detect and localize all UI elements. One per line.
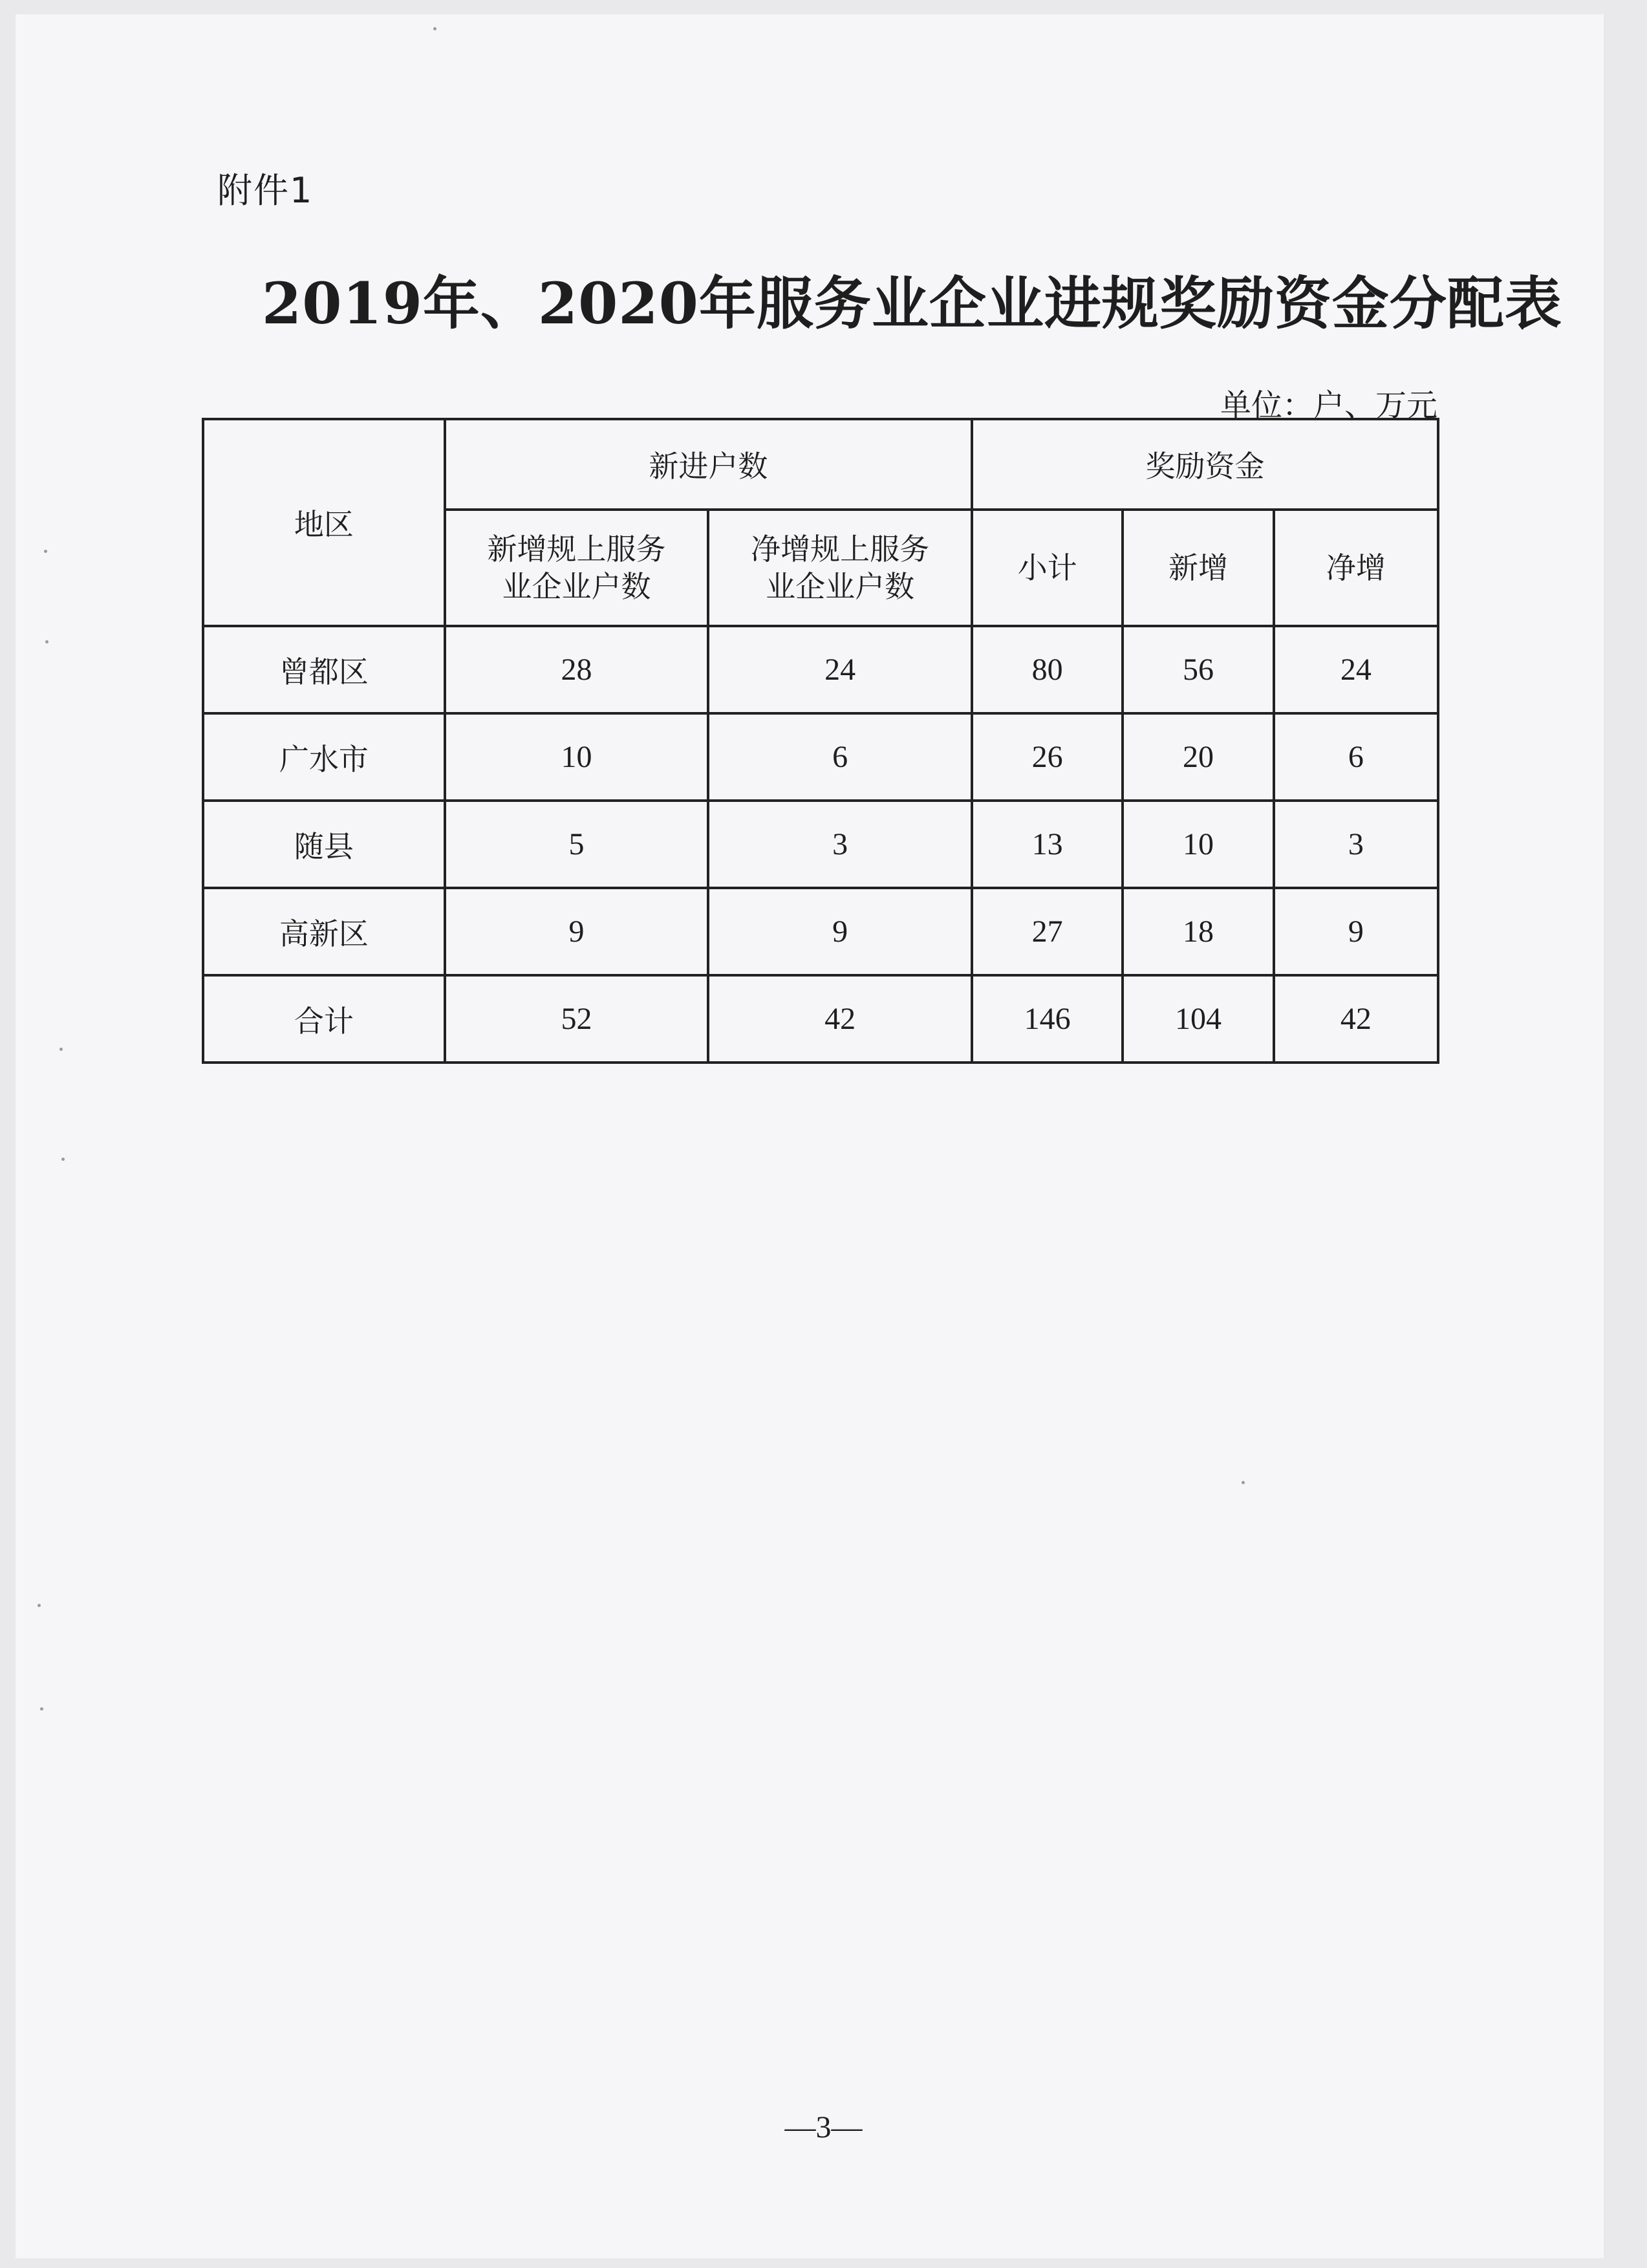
- cell-net-added: 24: [1274, 626, 1438, 713]
- attachment-label: 附件1: [217, 170, 314, 211]
- cell-subtotal: 27: [972, 888, 1123, 975]
- scan-speck: [38, 1604, 41, 1607]
- table-row: [203, 713, 1438, 801]
- cell-region: 曾都区: [203, 626, 445, 713]
- scan-speck: [1242, 1481, 1245, 1484]
- header-net-added: 净增: [1274, 510, 1438, 626]
- cell-net-added-count: 42: [708, 975, 972, 1063]
- cell-region: 广水市: [203, 713, 445, 801]
- scan-speck: [40, 1707, 43, 1711]
- header-new-entries: 新进户数: [445, 419, 972, 510]
- cell-region: 合计: [203, 975, 445, 1063]
- cell-new-added-count: 5: [445, 801, 709, 888]
- cell-new-added: 18: [1123, 888, 1273, 975]
- header-net-added-count: [708, 510, 972, 626]
- allocation-table: [202, 418, 1439, 1064]
- table-row: [203, 626, 1438, 713]
- page-number: —3—: [784, 2110, 863, 2144]
- header-net-added-count-text: 净增规上服务业企业户数: [751, 532, 930, 604]
- cell-new-added: 10: [1123, 801, 1273, 888]
- table-row: [203, 888, 1438, 975]
- header-subtotal: 小计: [972, 510, 1123, 626]
- document-page: [16, 14, 1604, 2258]
- cell-new-added: 20: [1123, 713, 1273, 801]
- cell-new-added: 56: [1123, 626, 1273, 713]
- cell-net-added: 6: [1274, 713, 1438, 801]
- cell-net-added-count: 9: [708, 888, 972, 975]
- header-new-added-count: [445, 510, 709, 626]
- cell-net-added: 9: [1274, 888, 1438, 975]
- cell-net-added-count: 3: [708, 801, 972, 888]
- cell-region: 随县: [203, 801, 445, 888]
- cell-net-added: 42: [1274, 975, 1438, 1063]
- cell-new-added: 104: [1123, 975, 1273, 1063]
- cell-new-added-count: 9: [445, 888, 709, 975]
- scan-speck: [61, 1158, 65, 1161]
- cell-new-added-count: 52: [445, 975, 709, 1063]
- header-row-top: [203, 419, 1438, 510]
- cell-net-added-count: 24: [708, 626, 972, 713]
- header-reward-funds: 奖励资金: [972, 419, 1438, 510]
- header-new-added: 新增: [1123, 510, 1273, 626]
- table-row: [203, 801, 1438, 888]
- table-row-total: [203, 975, 1438, 1063]
- cell-subtotal: 26: [972, 713, 1123, 801]
- scan-speck: [433, 27, 436, 30]
- cell-net-added: 3: [1274, 801, 1438, 888]
- cell-region: 高新区: [203, 888, 445, 975]
- unit-label: 单位：户、万元: [1220, 387, 1437, 424]
- document-title: 2019年、2020年服务业企业进规奖励资金分配表: [262, 270, 1562, 337]
- scan-speck: [45, 640, 48, 643]
- scan-speck: [44, 550, 47, 553]
- cell-new-added-count: 28: [445, 626, 709, 713]
- cell-subtotal: 13: [972, 801, 1123, 888]
- cell-new-added-count: 10: [445, 713, 709, 801]
- header-new-added-count-text: 新增规上服务业企业户数: [487, 532, 666, 604]
- scan-speck: [59, 1048, 63, 1051]
- cell-subtotal: 80: [972, 626, 1123, 713]
- cell-net-added-count: 6: [708, 713, 972, 801]
- cell-subtotal: 146: [972, 975, 1123, 1063]
- header-region: 地区: [203, 419, 445, 626]
